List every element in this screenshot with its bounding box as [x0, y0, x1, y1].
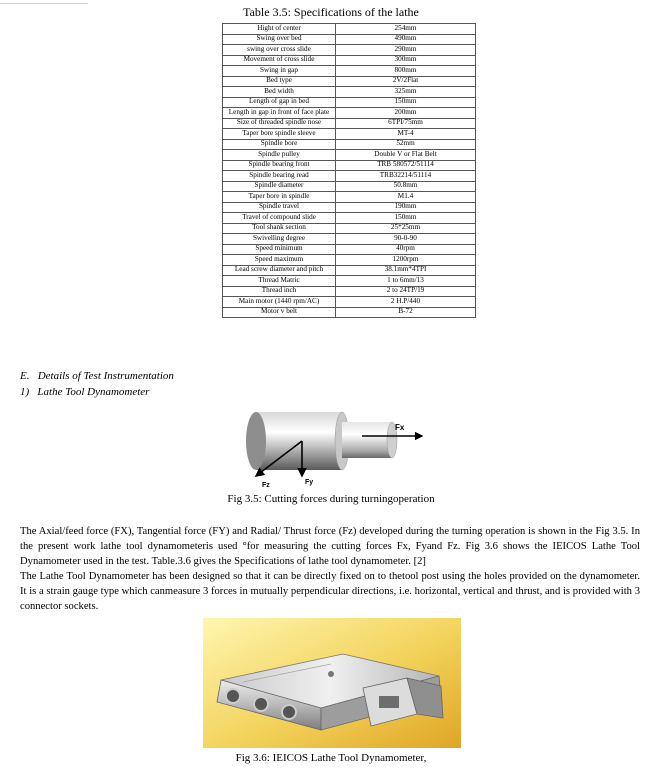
table-row — [223, 307, 476, 318]
spec-value-cell: 150mm — [336, 213, 476, 224]
table-row — [223, 234, 476, 245]
spec-label-cell: Bed type — [223, 76, 336, 87]
table-row — [223, 34, 476, 45]
spec-label-cell: Spindle bearing read — [223, 171, 336, 182]
spec-value-cell: 50.8mm — [336, 181, 476, 192]
table-row — [223, 45, 476, 56]
table-row — [223, 255, 476, 266]
spec-value-cell: M1.4 — [336, 192, 476, 203]
spec-value-cell: 6TPI/75mm — [336, 118, 476, 129]
spec-label-cell: Spindle travel — [223, 202, 336, 213]
table-row — [223, 286, 476, 297]
spec-value-cell: 200mm — [336, 108, 476, 119]
spec-value-cell: 190mm — [336, 202, 476, 213]
table-row — [223, 139, 476, 150]
table-row — [223, 24, 476, 35]
spec-label-cell: Thread inch — [223, 286, 336, 297]
paragraph-forces: The Axial/feed force (FX), Tangential force (FY) and Radial/ Thrust force (Fz) developed during the turning operation is shown in the Fig 3.5. In the present work lathe tool dynamometeris used °for measuring the cutting forces Fx, Fyand Fz. Fig 3.6 shows the IEICOS Lathe Tool Dynamometer used in the test. Table.3.6 gives the Specifications of lathe tool dynamometer. [2] — [20, 526, 640, 567]
spec-label-cell: Taper bore spindle sleeve — [223, 129, 336, 140]
table-row — [223, 97, 476, 108]
table-title: Table 3.5: Specifications of the lathe — [243, 5, 419, 19]
spec-value-cell: 90-0-90 — [336, 234, 476, 245]
spec-value-cell: 40rpm — [336, 244, 476, 255]
spec-table — [222, 23, 476, 318]
table-row — [223, 244, 476, 255]
spec-label-cell: Spindle diameter — [223, 181, 336, 192]
spec-value-cell: 2V/2Flat — [336, 76, 476, 87]
table-row — [223, 118, 476, 129]
spec-value-cell: 290mm — [336, 45, 476, 56]
spec-value-cell: Double V or Flat Belt — [336, 150, 476, 161]
spec-label-cell: Speed maximum — [223, 255, 336, 266]
table-row — [223, 160, 476, 171]
table-row — [223, 223, 476, 234]
spec-label-cell: Lead screw diameter and pitch — [223, 265, 336, 276]
spec-label-cell: Swing in gap — [223, 66, 336, 77]
spec-label-cell: Bed width — [223, 87, 336, 98]
fz-label: Fz — [262, 482, 270, 488]
table-row — [223, 297, 476, 308]
fig36-caption: Fig 3.6: IEICOS Lathe Tool Dynamometer, — [235, 752, 427, 764]
table-row — [223, 192, 476, 203]
spec-value-cell: 490mm — [336, 34, 476, 45]
section-heading-1: 1) Lathe Tool Dynamometer — [20, 386, 150, 398]
table-row — [223, 265, 476, 276]
spec-label-cell: Thread Matric — [223, 276, 336, 287]
table-row — [223, 213, 476, 224]
spec-value-cell: 800mm — [336, 66, 476, 77]
spec-label-cell: Length of gap in bed — [223, 97, 336, 108]
fx-label: Fx — [395, 423, 405, 432]
spec-label-cell: Length in gap in front of face plate — [223, 108, 336, 119]
spec-label-cell: Speed minimum — [223, 244, 336, 255]
spec-label-cell: Spindle bore — [223, 139, 336, 150]
spec-value-cell: 150mm — [336, 97, 476, 108]
spec-value-cell: TRB 580572/51114 — [336, 160, 476, 171]
spec-value-cell: 300mm — [336, 55, 476, 66]
top-rule — [0, 3, 88, 4]
dynamometer-photo — [203, 618, 461, 748]
table-row — [223, 181, 476, 192]
workpiece-small-cylinder — [342, 422, 397, 458]
spec-label-cell: Main motor (1440 rpm/AC) — [223, 297, 336, 308]
spec-value-cell: 1 to 6mm/13 — [336, 276, 476, 287]
spec-value-cell: 254mm — [336, 24, 476, 35]
spec-label-cell: Motor v belt — [223, 307, 336, 318]
spec-label-cell: swing over cross slide — [223, 45, 336, 56]
paragraph-dynamometer: The Lathe Tool Dynamometer has been designed so that it can be directly fixed on to thetool post using the holes provided on the dynamometer. It is a strain gauge type which canmeasure 3 forces in mutually perpendicular directions, i.e. horizontal, vertical and thrust, and is provided with 3 connector sockets. — [20, 571, 640, 612]
table-row — [223, 108, 476, 119]
table-row — [223, 150, 476, 161]
section-heading-e: E. Details of Test Instrumentation — [20, 370, 174, 382]
spec-value-cell: 2 H.P/440 — [336, 297, 476, 308]
spec-label-cell: Travel of compound slide — [223, 213, 336, 224]
spec-label-cell: Spindle pulley — [223, 150, 336, 161]
table-row — [223, 202, 476, 213]
spec-value-cell: 25*25mm — [336, 223, 476, 234]
spec-label-cell: Taper bore in spindle — [223, 192, 336, 203]
spec-value-cell: TRB32214/51114 — [336, 171, 476, 182]
table-row — [223, 87, 476, 98]
spec-label-cell: Swivelling degree — [223, 234, 336, 245]
spec-value-cell: 38.1mm*4TPI — [336, 265, 476, 276]
table-row — [223, 76, 476, 87]
spec-label-cell: Hight of center — [223, 24, 336, 35]
table-row — [223, 55, 476, 66]
spec-value-cell: 1200rpm — [336, 255, 476, 266]
spec-label-cell: Movement of cross slide — [223, 55, 336, 66]
table-row — [223, 276, 476, 287]
spec-label-cell: Tool shank section — [223, 223, 336, 234]
spec-label-cell: Swing over bed — [223, 34, 336, 45]
table-row — [223, 171, 476, 182]
spec-label-cell: Spindle bearing front — [223, 160, 336, 171]
table-row — [223, 66, 476, 77]
spec-label-cell: Size of threaded spindle nose — [223, 118, 336, 129]
fig35-caption: Fig 3.5: Cutting forces during turningoperation — [227, 493, 435, 505]
spec-value-cell: B-72 — [336, 307, 476, 318]
table-row — [223, 129, 476, 140]
cutting-forces-figure — [242, 404, 426, 488]
spec-value-cell: 325mm — [336, 87, 476, 98]
workpiece-large-cylinder — [246, 412, 349, 470]
fy-label: Fy — [305, 479, 314, 486]
spec-value-cell: MT-4 — [336, 129, 476, 140]
spec-value-cell: 52mm — [336, 139, 476, 150]
spec-value-cell: 2 to 24TP/19 — [336, 286, 476, 297]
